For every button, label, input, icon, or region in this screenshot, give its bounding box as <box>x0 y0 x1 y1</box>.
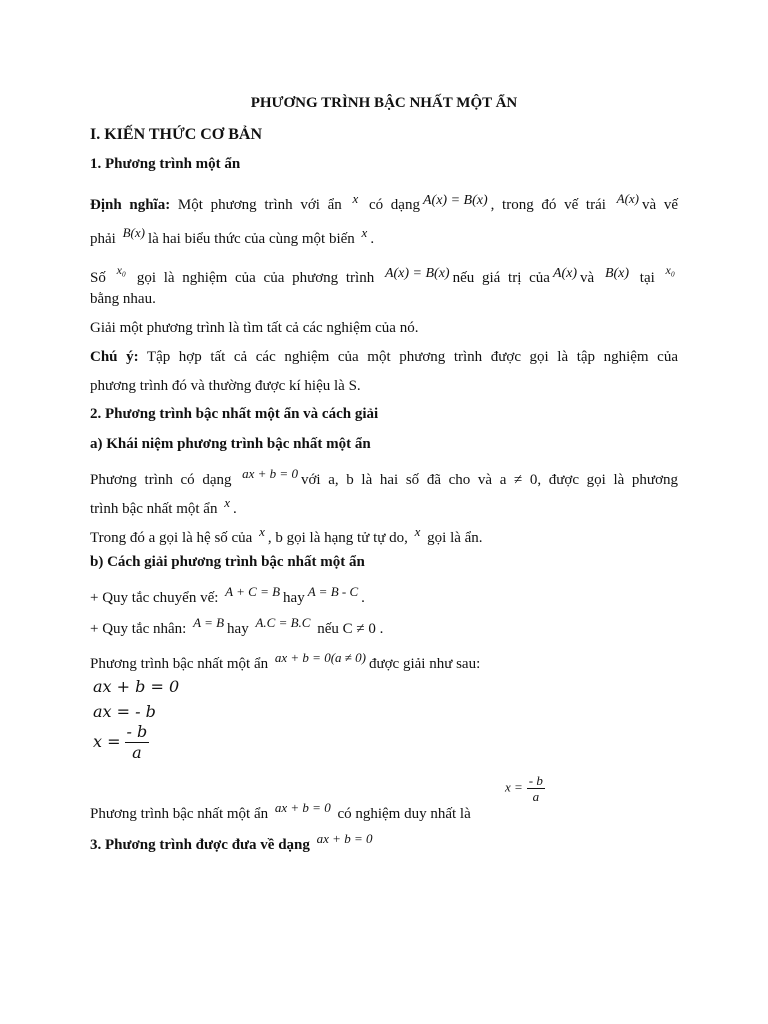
math-rule-1: A = B <box>193 615 225 630</box>
math-B: B(x) <box>604 266 630 281</box>
math-linear-equation: ax + b = 0 <box>274 800 331 815</box>
concept-line-2: trình bậc nhất một ẩn x . <box>90 495 237 517</box>
solution-step-3: x = $\frac{- b}{a}$ <box>93 722 148 762</box>
solution-step-1: ax + b = 0 <box>93 677 180 696</box>
unique-solution-formula: x = $\frac{- b}{a}$ <box>505 773 543 804</box>
math-x: x <box>361 225 368 240</box>
root-line-1: Số x₀ gọi là nghiệm của của phương trình A(x) = B(x) nếu giá trị của A(x) và B(x) tại x₀ <box>90 260 678 288</box>
math-x: x <box>259 524 265 539</box>
math-rule-2: A.C = B.C <box>255 615 311 630</box>
subsection-2-heading: 2. Phương trình bậc nhất một ẩn và cách giải <box>90 406 379 422</box>
subsection-b-heading: b) Cách giải phương trình bậc nhất một ẩn <box>90 554 365 570</box>
math-A: A(x) <box>552 266 578 281</box>
subsection-a-heading: a) Khái niệm phương trình bậc nhất một ẩn <box>90 436 371 452</box>
math-x: x <box>352 191 359 206</box>
definition-line-1: Định nghĩa: Một phương trình với ẩn x có dạng A(x) = B(x) , trong đó vế trái A(x) và vế <box>90 191 679 213</box>
math-linear-equation: ax + b = 0 <box>316 831 373 846</box>
math-linear-equation: ax + b = 0 <box>242 466 298 481</box>
math-A: A(x) <box>616 191 639 206</box>
note-line-1: Chú ý: Tập hợp tất cả các nghiệm của một phương trình được gọi là tập nghiệm của <box>90 349 678 365</box>
coefficient-line: Trong đó a gọi là hệ số của x , b gọi là hạng tử tự do, x gọi là ẩn. <box>90 524 483 546</box>
math-x: x <box>224 495 230 510</box>
math-B: B(x) <box>122 225 145 240</box>
math-x: x <box>414 524 421 539</box>
math-equation: A(x) = B(x) <box>384 266 450 281</box>
section-1-heading: I. KIẾN THỨC CƠ BẢN <box>90 126 263 143</box>
math-equation: ax + b = 0(a ≠ 0) <box>274 650 366 665</box>
math-x0: x₀ <box>665 263 676 277</box>
definition-line-2: phải B(x) là hai biểu thức của cùng một biến x . <box>90 225 375 247</box>
root-line-2: bằng nhau. <box>90 291 156 307</box>
fraction: $\frac{- b}{a}$ <box>528 773 543 804</box>
solved-as-line: Phương trình bậc nhất một ẩn ax + b = 0(a ≠ 0) được giải như sau: <box>90 650 481 672</box>
math-x0: x₀ <box>116 263 127 277</box>
concept-line-1: Phương trình có dạng ax + b = 0 với a, b là hai số đã cho và a ≠ 0, được gọi là phương <box>90 466 678 488</box>
rule-transpose: + Quy tắc chuyển vế: A + C = B hay A = B - C . <box>90 584 365 606</box>
fraction: $\frac{- b}{a}$ <box>126 722 148 762</box>
math-equation: A(x) = B(x) <box>422 193 488 208</box>
math-rule-1: A + C = B <box>225 584 281 599</box>
math-rule-2: A = B - C <box>307 584 359 599</box>
solution-step-2: ax = - b <box>93 702 156 721</box>
subsection-1-heading: 1. Phương trình một ẩn <box>90 156 241 172</box>
subsection-3-heading: 3. Phương trình được đưa về dạng ax + b = 0 <box>90 831 373 853</box>
document-title: PHƯƠNG TRÌNH BẬC NHẤT MỘT ẨN <box>250 95 518 111</box>
unique-solution-line: Phương trình bậc nhất một ẩn ax + b = 0 có nghiệm duy nhất là <box>90 800 471 822</box>
solve-definition: Giải một phương trình là tìm tất cả các nghiệm của nó. <box>90 320 419 336</box>
note-line-2: phương trình đó và thường được kí hiệu là S. <box>90 378 361 394</box>
rule-multiply: + Quy tắc nhân: A = B hay A.C = B.C nếu C ≠ 0 . <box>90 615 384 637</box>
